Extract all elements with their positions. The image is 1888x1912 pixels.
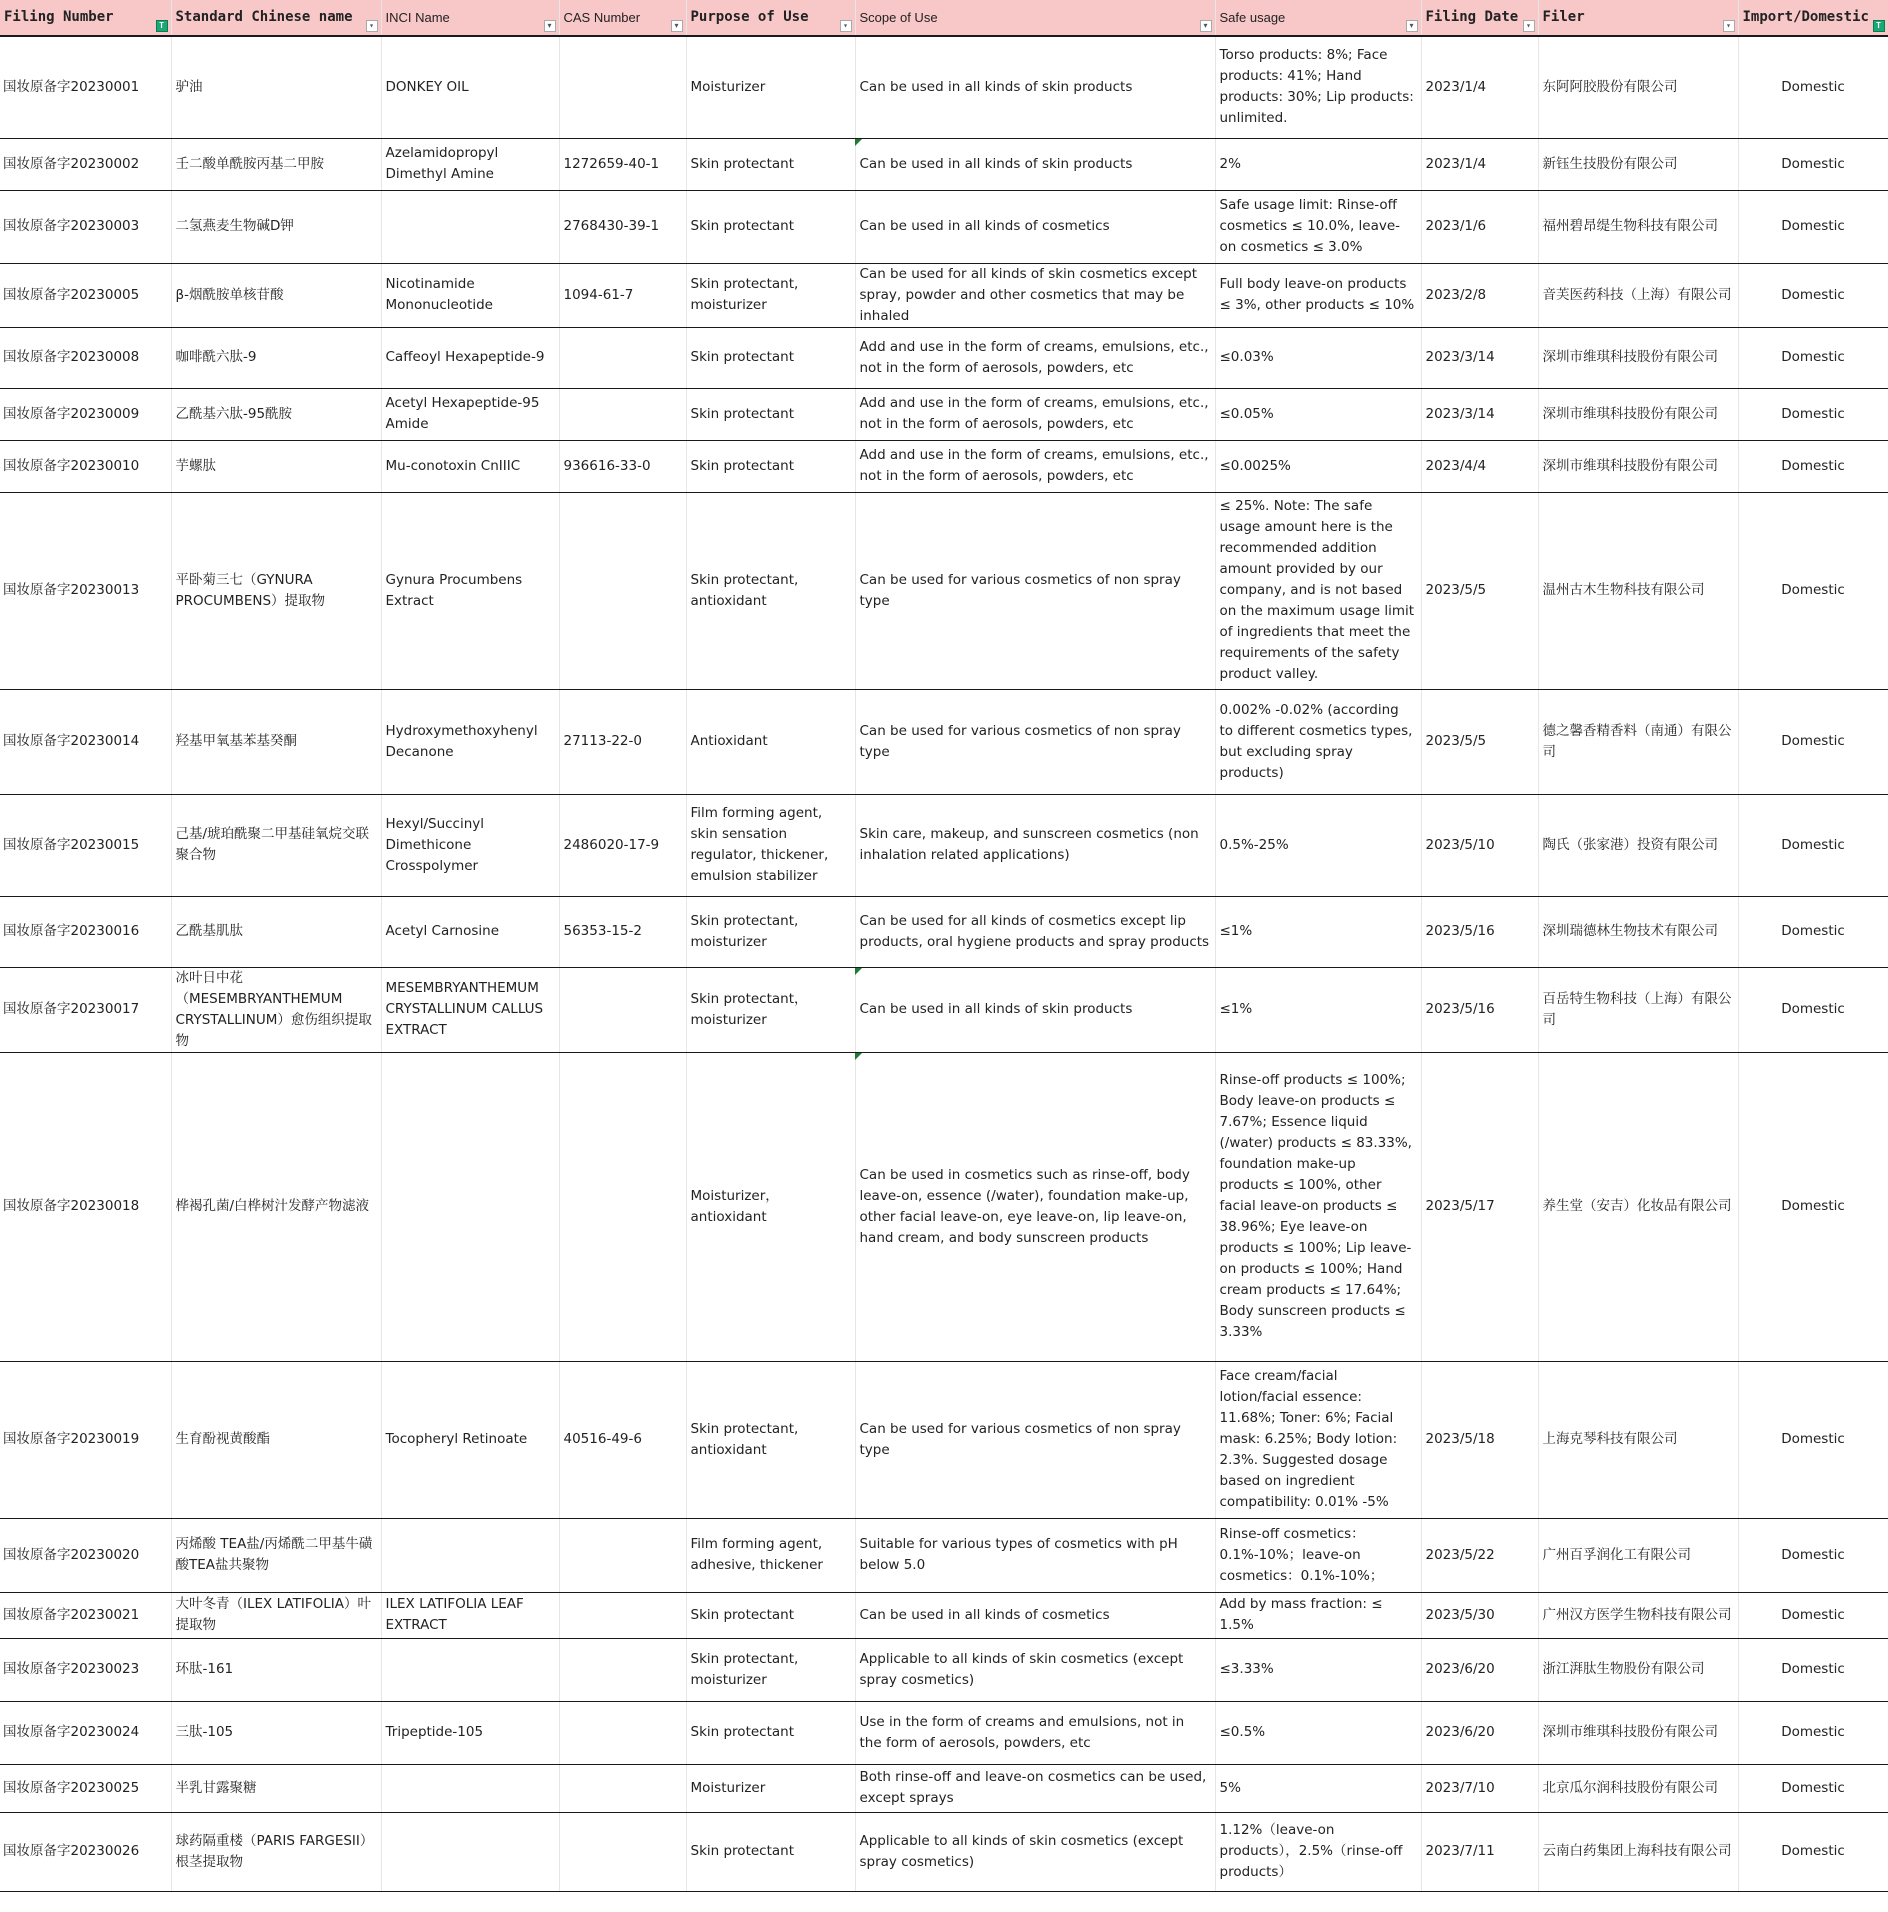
header-label: INCI Name <box>385 10 450 25</box>
table-row[interactable] <box>0 896 1888 967</box>
filing-number-cell[interactable]: 国妆原备字20230002 <box>0 138 171 190</box>
filing-date-cell[interactable]: 2023/5/30 <box>1421 1592 1538 1638</box>
safe-usage-cell[interactable]: ≤0.03% <box>1215 327 1421 388</box>
inci-name-cell[interactable]: Acetyl Carnosine <box>381 896 559 967</box>
chinese-name-cell[interactable]: 己基/琥珀酰聚二甲基硅氧烷交联聚合物 <box>171 794 381 896</box>
purpose-cell[interactable]: Film forming agent, adhesive, thickener <box>686 1518 855 1592</box>
purpose-cell[interactable]: Skin protectant, moisturizer <box>686 263 855 327</box>
filing-number-cell[interactable]: 国妆原备字20230018 <box>0 1052 171 1361</box>
inci-name-cell[interactable]: DONKEY OIL <box>381 36 559 138</box>
filer-cell[interactable]: 新钰生技股份有限公司 <box>1538 138 1738 190</box>
table-row[interactable] <box>0 1518 1888 1592</box>
filing-number-cell[interactable]: 国妆原备字20230016 <box>0 896 171 967</box>
safe-usage-cell[interactable]: 2% <box>1215 138 1421 190</box>
filing-number-cell[interactable]: 国妆原备字20230024 <box>0 1701 171 1764</box>
chinese-name-cell[interactable]: 生育酚视黄酸酯 <box>171 1361 381 1518</box>
filing-date-cell[interactable]: 2023/5/17 <box>1421 1052 1538 1361</box>
purpose-cell[interactable]: Film forming agent, skin sensation regulator, thickener, emulsion stabilizer <box>686 794 855 896</box>
cas-number-cell[interactable] <box>559 492 686 689</box>
import-domestic-cell[interactable]: Domestic <box>1738 1052 1888 1361</box>
filer-cell[interactable]: 浙江湃肽生物股份有限公司 <box>1538 1638 1738 1701</box>
filing-date-cell[interactable]: 2023/7/11 <box>1421 1812 1538 1891</box>
inci-name-cell[interactable]: Tocopheryl Retinoate <box>381 1361 559 1518</box>
table-row[interactable] <box>0 388 1888 440</box>
import-domestic-cell[interactable]: Domestic <box>1738 967 1888 1052</box>
scope-cell[interactable]: Suitable for various types of cosmetics with pH below 5.0 <box>855 1518 1215 1592</box>
filer-cell[interactable]: 广州汉方医学生物科技有限公司 <box>1538 1592 1738 1638</box>
safe-usage-cell[interactable]: ≤3.33% <box>1215 1638 1421 1701</box>
filing-date-cell[interactable]: 2023/1/4 <box>1421 36 1538 138</box>
safe-usage-cell[interactable]: ≤0.05% <box>1215 388 1421 440</box>
inci-name-cell[interactable]: Mu-conotoxin CnIIIC <box>381 440 559 492</box>
import-domestic-cell[interactable]: Domestic <box>1738 896 1888 967</box>
scope-cell[interactable]: Applicable to all kinds of skin cosmetics (except spray cosmetics) <box>855 1638 1215 1701</box>
filter-dropdown-icon[interactable]: ▾ <box>1406 20 1418 32</box>
filer-cell[interactable]: 东阿阿胶股份有限公司 <box>1538 36 1738 138</box>
table-row[interactable] <box>0 689 1888 794</box>
inci-name-cell[interactable]: Caffeoyl Hexapeptide-9 <box>381 327 559 388</box>
scope-cell[interactable]: Use in the form of creams and emulsions, not in the form of aerosols, powders, etc <box>855 1701 1215 1764</box>
import-domestic-cell[interactable]: Domestic <box>1738 492 1888 689</box>
import-domestic-cell[interactable]: Domestic <box>1738 1812 1888 1891</box>
purpose-cell[interactable]: Skin protectant <box>686 1701 855 1764</box>
filer-cell[interactable]: 北京瓜尔润科技股份有限公司 <box>1538 1764 1738 1812</box>
table-body <box>0 36 1888 1891</box>
header-label: CAS Number <box>563 10 641 25</box>
safe-usage-cell[interactable]: Full body leave-on products ≤ 3%, other products ≤ 10% <box>1215 263 1421 327</box>
cas-number-cell[interactable]: 1094-61-7 <box>559 263 686 327</box>
filer-cell[interactable]: 上海克琴科技有限公司 <box>1538 1361 1738 1518</box>
filing-number-cell[interactable]: 国妆原备字20230026 <box>0 1812 171 1891</box>
table-row[interactable] <box>0 190 1888 263</box>
purpose-cell[interactable]: Skin protectant，moisturizer <box>686 967 855 1052</box>
filing-date-cell[interactable]: 2023/1/4 <box>1421 138 1538 190</box>
inci-name-cell[interactable] <box>381 1518 559 1592</box>
import-domestic-cell[interactable]: Domestic <box>1738 263 1888 327</box>
filing-number-cell[interactable]: 国妆原备字20230017 <box>0 967 171 1052</box>
filer-cell[interactable]: 广州百孚润化工有限公司 <box>1538 1518 1738 1592</box>
table-row[interactable] <box>0 36 1888 138</box>
import-domestic-cell[interactable]: Domestic <box>1738 1764 1888 1812</box>
cas-number-cell[interactable] <box>559 1701 686 1764</box>
inci-name-cell[interactable]: Tripeptide-105 <box>381 1701 559 1764</box>
filing-number-cell[interactable]: 国妆原备字20230015 <box>0 794 171 896</box>
inci-name-cell[interactable]: Azelamidopropyl Dimethyl Amine <box>381 138 559 190</box>
header-safe-usage[interactable] <box>1215 0 1421 36</box>
table-row[interactable] <box>0 1052 1888 1361</box>
filing-date-cell[interactable]: 2023/2/8 <box>1421 263 1538 327</box>
header-chinese-name[interactable] <box>171 0 381 36</box>
header-purpose[interactable] <box>686 0 855 36</box>
scope-cell[interactable]: Can be used in all kinds of skin products <box>855 36 1215 138</box>
safe-usage-cell[interactable]: ≤0.5% <box>1215 1701 1421 1764</box>
table-row[interactable] <box>0 1592 1888 1638</box>
filing-date-cell[interactable]: 2023/5/16 <box>1421 967 1538 1052</box>
filing-date-cell[interactable]: 2023/5/10 <box>1421 794 1538 896</box>
filer-cell[interactable]: 福州碧昂缇生物科技有限公司 <box>1538 190 1738 263</box>
comment-indicator-icon <box>855 1053 862 1060</box>
filter-dropdown-icon[interactable]: ▾ <box>1200 20 1212 32</box>
import-domestic-cell[interactable]: Domestic <box>1738 388 1888 440</box>
cas-number-cell[interactable]: 2486020-17-9 <box>559 794 686 896</box>
table-row[interactable] <box>0 1701 1888 1764</box>
filing-number-cell[interactable]: 国妆原备字20230025 <box>0 1764 171 1812</box>
purpose-cell[interactable]: Skin protectant, moisturizer <box>686 1638 855 1701</box>
import-domestic-cell[interactable]: Domestic <box>1738 190 1888 263</box>
cas-number-cell[interactable] <box>559 1052 686 1361</box>
scope-cell[interactable]: Can be used for various cosmetics of non spray type <box>855 689 1215 794</box>
chinese-name-cell[interactable]: 丙烯酸 TEA盐/丙烯酰二甲基牛磺酸TEA盐共聚物 <box>171 1518 381 1592</box>
filing-date-cell[interactable]: 2023/5/5 <box>1421 492 1538 689</box>
header-row <box>0 0 1888 36</box>
cas-number-cell[interactable] <box>559 967 686 1052</box>
table-row[interactable] <box>0 1361 1888 1518</box>
inci-name-cell[interactable]: Gynura Procumbens Extract <box>381 492 559 689</box>
cas-number-cell[interactable]: 56353-15-2 <box>559 896 686 967</box>
scope-cell[interactable]: Skin care, makeup, and sunscreen cosmetics (non inhalation related applications) <box>855 794 1215 896</box>
safe-usage-cell[interactable]: 0.002% -0.02% (according to different cosmetics types, but excluding spray products) <box>1215 689 1421 794</box>
purpose-cell[interactable]: Skin protectant, moisturizer <box>686 896 855 967</box>
filter-dropdown-icon[interactable]: ▾ <box>544 20 556 32</box>
filer-cell[interactable]: 音芙医药科技（上海）有限公司 <box>1538 263 1738 327</box>
table-row[interactable] <box>0 1764 1888 1812</box>
scope-cell[interactable]: Can be used in all kinds of skin products <box>855 967 1215 1052</box>
filing-number-cell[interactable]: 国妆原备字20230010 <box>0 440 171 492</box>
chinese-name-cell[interactable]: 平卧菊三七（GYNURA PROCUMBENS）提取物 <box>171 492 381 689</box>
chinese-name-cell[interactable]: 环肽-161 <box>171 1638 381 1701</box>
chinese-name-cell[interactable]: 咖啡酰六肽-9 <box>171 327 381 388</box>
scope-cell[interactable]: Can be used in all kinds of cosmetics <box>855 1592 1215 1638</box>
filing-number-cell[interactable]: 国妆原备字20230001 <box>0 36 171 138</box>
header-label: Scope of Use <box>859 10 938 25</box>
cas-number-cell[interactable] <box>559 36 686 138</box>
comment-indicator-icon <box>855 968 862 975</box>
import-domestic-cell[interactable]: Domestic <box>1738 1361 1888 1518</box>
chinese-name-cell[interactable]: 驴油 <box>171 36 381 138</box>
filing-number-cell[interactable]: 国妆原备字20230020 <box>0 1518 171 1592</box>
filter-active-icon[interactable]: T <box>156 20 168 32</box>
scope-cell[interactable]: Add and use in the form of creams, emulsions, etc., not in the form of aerosols, powders, etc <box>855 327 1215 388</box>
comment-indicator-icon <box>855 139 862 146</box>
chinese-name-cell[interactable]: 壬二酸单酰胺丙基二甲胺 <box>171 138 381 190</box>
cas-number-cell[interactable] <box>559 1518 686 1592</box>
filter-dropdown-icon[interactable]: ▾ <box>840 20 852 32</box>
inci-name-cell[interactable]: Hexyl/Succinyl Dimethicone Crosspolymer <box>381 794 559 896</box>
filer-cell[interactable]: 养生堂（安吉）化妆品有限公司 <box>1538 1052 1738 1361</box>
cas-number-cell[interactable] <box>559 1764 686 1812</box>
purpose-cell[interactable]: Skin protectant <box>686 1592 855 1638</box>
header-filing-number[interactable] <box>0 0 171 36</box>
cas-number-cell[interactable] <box>559 327 686 388</box>
purpose-cell[interactable]: Skin protectant, antioxidant <box>686 492 855 689</box>
chinese-name-cell[interactable]: β-烟酰胺单核苷酸 <box>171 263 381 327</box>
filing-date-cell[interactable]: 2023/6/20 <box>1421 1638 1538 1701</box>
table-row[interactable] <box>0 440 1888 492</box>
import-domestic-cell[interactable]: Domestic <box>1738 1701 1888 1764</box>
filer-cell[interactable]: 百岳特生物科技（上海）有限公司 <box>1538 967 1738 1052</box>
filing-date-cell[interactable]: 2023/7/10 <box>1421 1764 1538 1812</box>
inci-name-cell[interactable] <box>381 1812 559 1891</box>
safe-usage-cell[interactable]: Rinse-off products ≤ 100%; Body leave-on products ≤ 7.67%; Essence liquid (/water) products ≤ 83.33%, foundation make-up products ≤ 100%, other facial leave-on products ≤ 38.96%; Eye leave-on products ≤ 100%; Lip leave-on products ≤ 100%; Hand cream products ≤ 17.64%; Body sunscreen products ≤ 3.33% <box>1215 1052 1421 1361</box>
filer-cell[interactable]: 云南白药集团上海科技有限公司 <box>1538 1812 1738 1891</box>
cas-number-cell[interactable] <box>559 388 686 440</box>
inci-name-cell[interactable]: MESEMBRYANTHEMUM CRYSTALLINUM CALLUS EXTRACT <box>381 967 559 1052</box>
header-inci-name[interactable] <box>381 0 559 36</box>
table-row[interactable] <box>0 1812 1888 1891</box>
chinese-name-cell[interactable]: 二氢燕麦生物碱D钾 <box>171 190 381 263</box>
scope-cell[interactable]: Can be used for various cosmetics of non spray type <box>855 1361 1215 1518</box>
filing-number-cell[interactable]: 国妆原备字20230003 <box>0 190 171 263</box>
filing-date-cell[interactable]: 2023/5/16 <box>1421 896 1538 967</box>
cas-number-cell[interactable]: 40516-49-6 <box>559 1361 686 1518</box>
filing-date-cell[interactable]: 2023/5/5 <box>1421 689 1538 794</box>
filing-date-cell[interactable]: 2023/6/20 <box>1421 1701 1538 1764</box>
chinese-name-cell[interactable]: 桦褐孔菌/白桦树汁发酵产物滤液 <box>171 1052 381 1361</box>
safe-usage-cell[interactable]: ≤1% <box>1215 967 1421 1052</box>
table-row[interactable] <box>0 263 1888 327</box>
filer-cell[interactable]: 陶氏（张家港）投资有限公司 <box>1538 794 1738 896</box>
inci-name-cell[interactable] <box>381 1052 559 1361</box>
scope-cell[interactable]: Applicable to all kinds of skin cosmetics (except spray cosmetics) <box>855 1812 1215 1891</box>
scope-cell[interactable]: Add and use in the form of creams, emulsions, etc., not in the form of aerosols, powders, etc <box>855 388 1215 440</box>
filer-cell[interactable]: 深圳瑞德林生物技术有限公司 <box>1538 896 1738 967</box>
filer-cell[interactable]: 温州古木生物科技有限公司 <box>1538 492 1738 689</box>
filing-number-cell[interactable]: 国妆原备字20230005 <box>0 263 171 327</box>
header-filer[interactable] <box>1538 0 1738 36</box>
inci-name-cell[interactable] <box>381 190 559 263</box>
filing-number-cell[interactable]: 国妆原备字20230019 <box>0 1361 171 1518</box>
table-row[interactable] <box>0 327 1888 388</box>
filing-number-cell[interactable]: 国妆原备字20230013 <box>0 492 171 689</box>
safe-usage-cell[interactable]: ≤1% <box>1215 896 1421 967</box>
inci-name-cell[interactable]: Acetyl Hexapeptide-95 Amide <box>381 388 559 440</box>
purpose-cell[interactable]: Moisturizer <box>686 1764 855 1812</box>
filter-dropdown-icon[interactable]: ▾ <box>366 20 378 32</box>
inci-name-cell[interactable]: ILEX LATIFOLIA LEAF EXTRACT <box>381 1592 559 1638</box>
safe-usage-cell[interactable]: 1.12%（leave-on products），2.5%（rinse-off products） <box>1215 1812 1421 1891</box>
import-domestic-cell[interactable]: Domestic <box>1738 689 1888 794</box>
chinese-name-cell[interactable]: 羟基甲氧基苯基癸酮 <box>171 689 381 794</box>
filing-number-cell[interactable]: 国妆原备字20230009 <box>0 388 171 440</box>
filing-date-cell[interactable]: 2023/5/18 <box>1421 1361 1538 1518</box>
scope-cell[interactable]: Can be used in all kinds of cosmetics <box>855 190 1215 263</box>
inci-name-cell[interactable] <box>381 1764 559 1812</box>
header-label: Filer <box>1542 9 1585 25</box>
purpose-cell[interactable]: Skin protectant <box>686 190 855 263</box>
filer-cell[interactable]: 深圳市维琪科技股份有限公司 <box>1538 1701 1738 1764</box>
scope-cell[interactable]: Add and use in the form of creams, emulsions, etc., not in the form of aerosols, powders, etc <box>855 440 1215 492</box>
inci-name-cell[interactable]: Nicotinamide Mononucleotide <box>381 263 559 327</box>
import-domestic-cell[interactable]: Domestic <box>1738 1638 1888 1701</box>
chinese-name-cell[interactable]: 大叶冬青（ILEX LATIFOLIA）叶提取物 <box>171 1592 381 1638</box>
filer-cell[interactable]: 德之馨香精香料（南通）有限公司 <box>1538 689 1738 794</box>
table-row[interactable] <box>0 138 1888 190</box>
purpose-cell[interactable]: Skin protectant, antioxidant <box>686 1361 855 1518</box>
chinese-name-cell[interactable]: 乙酰基肌肽 <box>171 896 381 967</box>
cas-number-cell[interactable] <box>559 1638 686 1701</box>
filing-date-cell[interactable]: 2023/1/6 <box>1421 190 1538 263</box>
chinese-name-cell[interactable]: 芋螺肽 <box>171 440 381 492</box>
scope-cell[interactable]: Can be used for all kinds of skin cosmetics except spray, powder and other cosmetics that may be inhaled <box>855 263 1215 327</box>
filer-cell[interactable]: 深圳市维琪科技股份有限公司 <box>1538 327 1738 388</box>
chinese-name-cell[interactable]: 三肽-105 <box>171 1701 381 1764</box>
purpose-cell[interactable]: Skin protectant <box>686 440 855 492</box>
filter-dropdown-icon[interactable]: ▾ <box>1723 20 1735 32</box>
header-label: Purpose of Use <box>690 9 809 25</box>
filing-number-cell[interactable]: 国妆原备字20230021 <box>0 1592 171 1638</box>
inci-name-cell[interactable] <box>381 1638 559 1701</box>
filter-active-icon[interactable]: T <box>1873 20 1885 32</box>
filer-cell[interactable]: 深圳市维琪科技股份有限公司 <box>1538 440 1738 492</box>
inci-name-cell[interactable]: Hydroxymethoxyhenyl Decanone <box>381 689 559 794</box>
header-filing-date[interactable] <box>1421 0 1538 36</box>
purpose-cell[interactable]: Moisturizer <box>686 36 855 138</box>
filing-number-cell[interactable]: 国妆原备字20230008 <box>0 327 171 388</box>
import-domestic-cell[interactable]: Domestic <box>1738 138 1888 190</box>
filing-number-cell[interactable]: 国妆原备字20230023 <box>0 1638 171 1701</box>
cas-number-cell[interactable] <box>559 1812 686 1891</box>
header-label: Standard Chinese name <box>175 9 353 25</box>
filter-dropdown-icon[interactable]: ▾ <box>1523 20 1535 32</box>
header-label: Filing Date <box>1425 9 1519 25</box>
safe-usage-cell[interactable]: Safe usage limit: Rinse-off cosmetics ≤ 10.0%, leave-on cosmetics ≤ 3.0% <box>1215 190 1421 263</box>
scope-cell[interactable]: Can be used for all kinds of cosmetics except lip products, oral hygiene products and spray products <box>855 896 1215 967</box>
safe-usage-cell[interactable]: Torso products: 8%; Face products: 41%; Hand products: 30%; Lip products: unlimited. <box>1215 36 1421 138</box>
chinese-name-cell[interactable]: 乙酰基六肽-95酰胺 <box>171 388 381 440</box>
chinese-name-cell[interactable]: 球药隔重楼（PARIS FARGESII）根茎提取物 <box>171 1812 381 1891</box>
cas-number-cell[interactable] <box>559 1592 686 1638</box>
purpose-cell[interactable]: Skin protectant <box>686 138 855 190</box>
chinese-name-cell[interactable]: 冰叶日中花（MESEMBRYANTHEMUM CRYSTALLINUM）愈伤组织提取物 <box>171 967 381 1052</box>
safe-usage-cell[interactable]: ≤0.0025% <box>1215 440 1421 492</box>
purpose-cell[interactable]: Moisturizer，antioxidant <box>686 1052 855 1361</box>
table-row[interactable] <box>0 1638 1888 1701</box>
header-import-domestic[interactable] <box>1738 0 1888 36</box>
safe-usage-cell[interactable]: 5% <box>1215 1764 1421 1812</box>
import-domestic-cell[interactable]: Domestic <box>1738 794 1888 896</box>
header-label: Filing Number <box>4 9 114 25</box>
safe-usage-cell[interactable]: ≤ 25%. Note: The safe usage amount here is the recommended addition amount provided by our company, and is not based on the maximum usage limit of ingredients that meet the requirements of the safety product valley. <box>1215 492 1421 689</box>
scope-cell[interactable]: Can be used for various cosmetics of non spray type <box>855 492 1215 689</box>
scope-cell[interactable]: Can be used in all kinds of skin products <box>855 138 1215 190</box>
header-label: Import/Domestic <box>1742 9 1869 25</box>
table-row[interactable] <box>0 794 1888 896</box>
table-row[interactable] <box>0 492 1888 689</box>
filer-cell[interactable]: 深圳市维琪科技股份有限公司 <box>1538 388 1738 440</box>
safe-usage-cell[interactable]: Add by mass fraction: ≤ 1.5% <box>1215 1592 1421 1638</box>
scope-cell[interactable]: Both rinse-off and leave-on cosmetics can be used, except sprays <box>855 1764 1215 1812</box>
chinese-name-cell[interactable]: 半乳甘露聚糖 <box>171 1764 381 1812</box>
purpose-cell[interactable]: Antioxidant <box>686 689 855 794</box>
filing-date-cell[interactable]: 2023/4/4 <box>1421 440 1538 492</box>
header-label: Safe usage <box>1219 10 1286 25</box>
filing-date-cell[interactable]: 2023/3/14 <box>1421 327 1538 388</box>
table-row[interactable] <box>0 967 1888 1052</box>
cas-number-cell[interactable]: 1272659-40-1 <box>559 138 686 190</box>
scope-cell[interactable]: Can be used in cosmetics such as rinse-off, body leave-on, essence (/water), foundation make-up, other facial leave-on, eye leave-on, lip leave-on, hand cream, and body sunscreen products <box>855 1052 1215 1361</box>
import-domestic-cell[interactable]: Domestic <box>1738 327 1888 388</box>
import-domestic-cell[interactable]: Domestic <box>1738 1592 1888 1638</box>
purpose-cell[interactable]: Skin protectant <box>686 1812 855 1891</box>
cas-number-cell[interactable]: 2768430-39-1 <box>559 190 686 263</box>
filing-date-cell[interactable]: 2023/3/14 <box>1421 388 1538 440</box>
safe-usage-cell[interactable]: Rinse-off cosmetics：0.1%-10%；leave-on cosmetics：0.1%-10%； <box>1215 1518 1421 1592</box>
purpose-cell[interactable]: Skin protectant <box>686 388 855 440</box>
import-domestic-cell[interactable]: Domestic <box>1738 36 1888 138</box>
header-cas-number[interactable] <box>559 0 686 36</box>
cas-number-cell[interactable]: 936616-33-0 <box>559 440 686 492</box>
filing-number-cell[interactable]: 国妆原备字20230014 <box>0 689 171 794</box>
filter-dropdown-icon[interactable]: ▾ <box>671 20 683 32</box>
header-scope[interactable] <box>855 0 1215 36</box>
import-domestic-cell[interactable]: Domestic <box>1738 1518 1888 1592</box>
filing-date-cell[interactable]: 2023/5/22 <box>1421 1518 1538 1592</box>
cas-number-cell[interactable]: 27113-22-0 <box>559 689 686 794</box>
purpose-cell[interactable]: Skin protectant <box>686 327 855 388</box>
import-domestic-cell[interactable]: Domestic <box>1738 440 1888 492</box>
safe-usage-cell[interactable]: 0.5%-25% <box>1215 794 1421 896</box>
safe-usage-cell[interactable]: Face cream/facial lotion/facial essence: 11.68%; Toner: 6%; Facial mask: 6.25%; Body lotion: 2.3%. Suggested dosage based on ingredient compatibility: 0.01% -5% <box>1215 1361 1421 1518</box>
